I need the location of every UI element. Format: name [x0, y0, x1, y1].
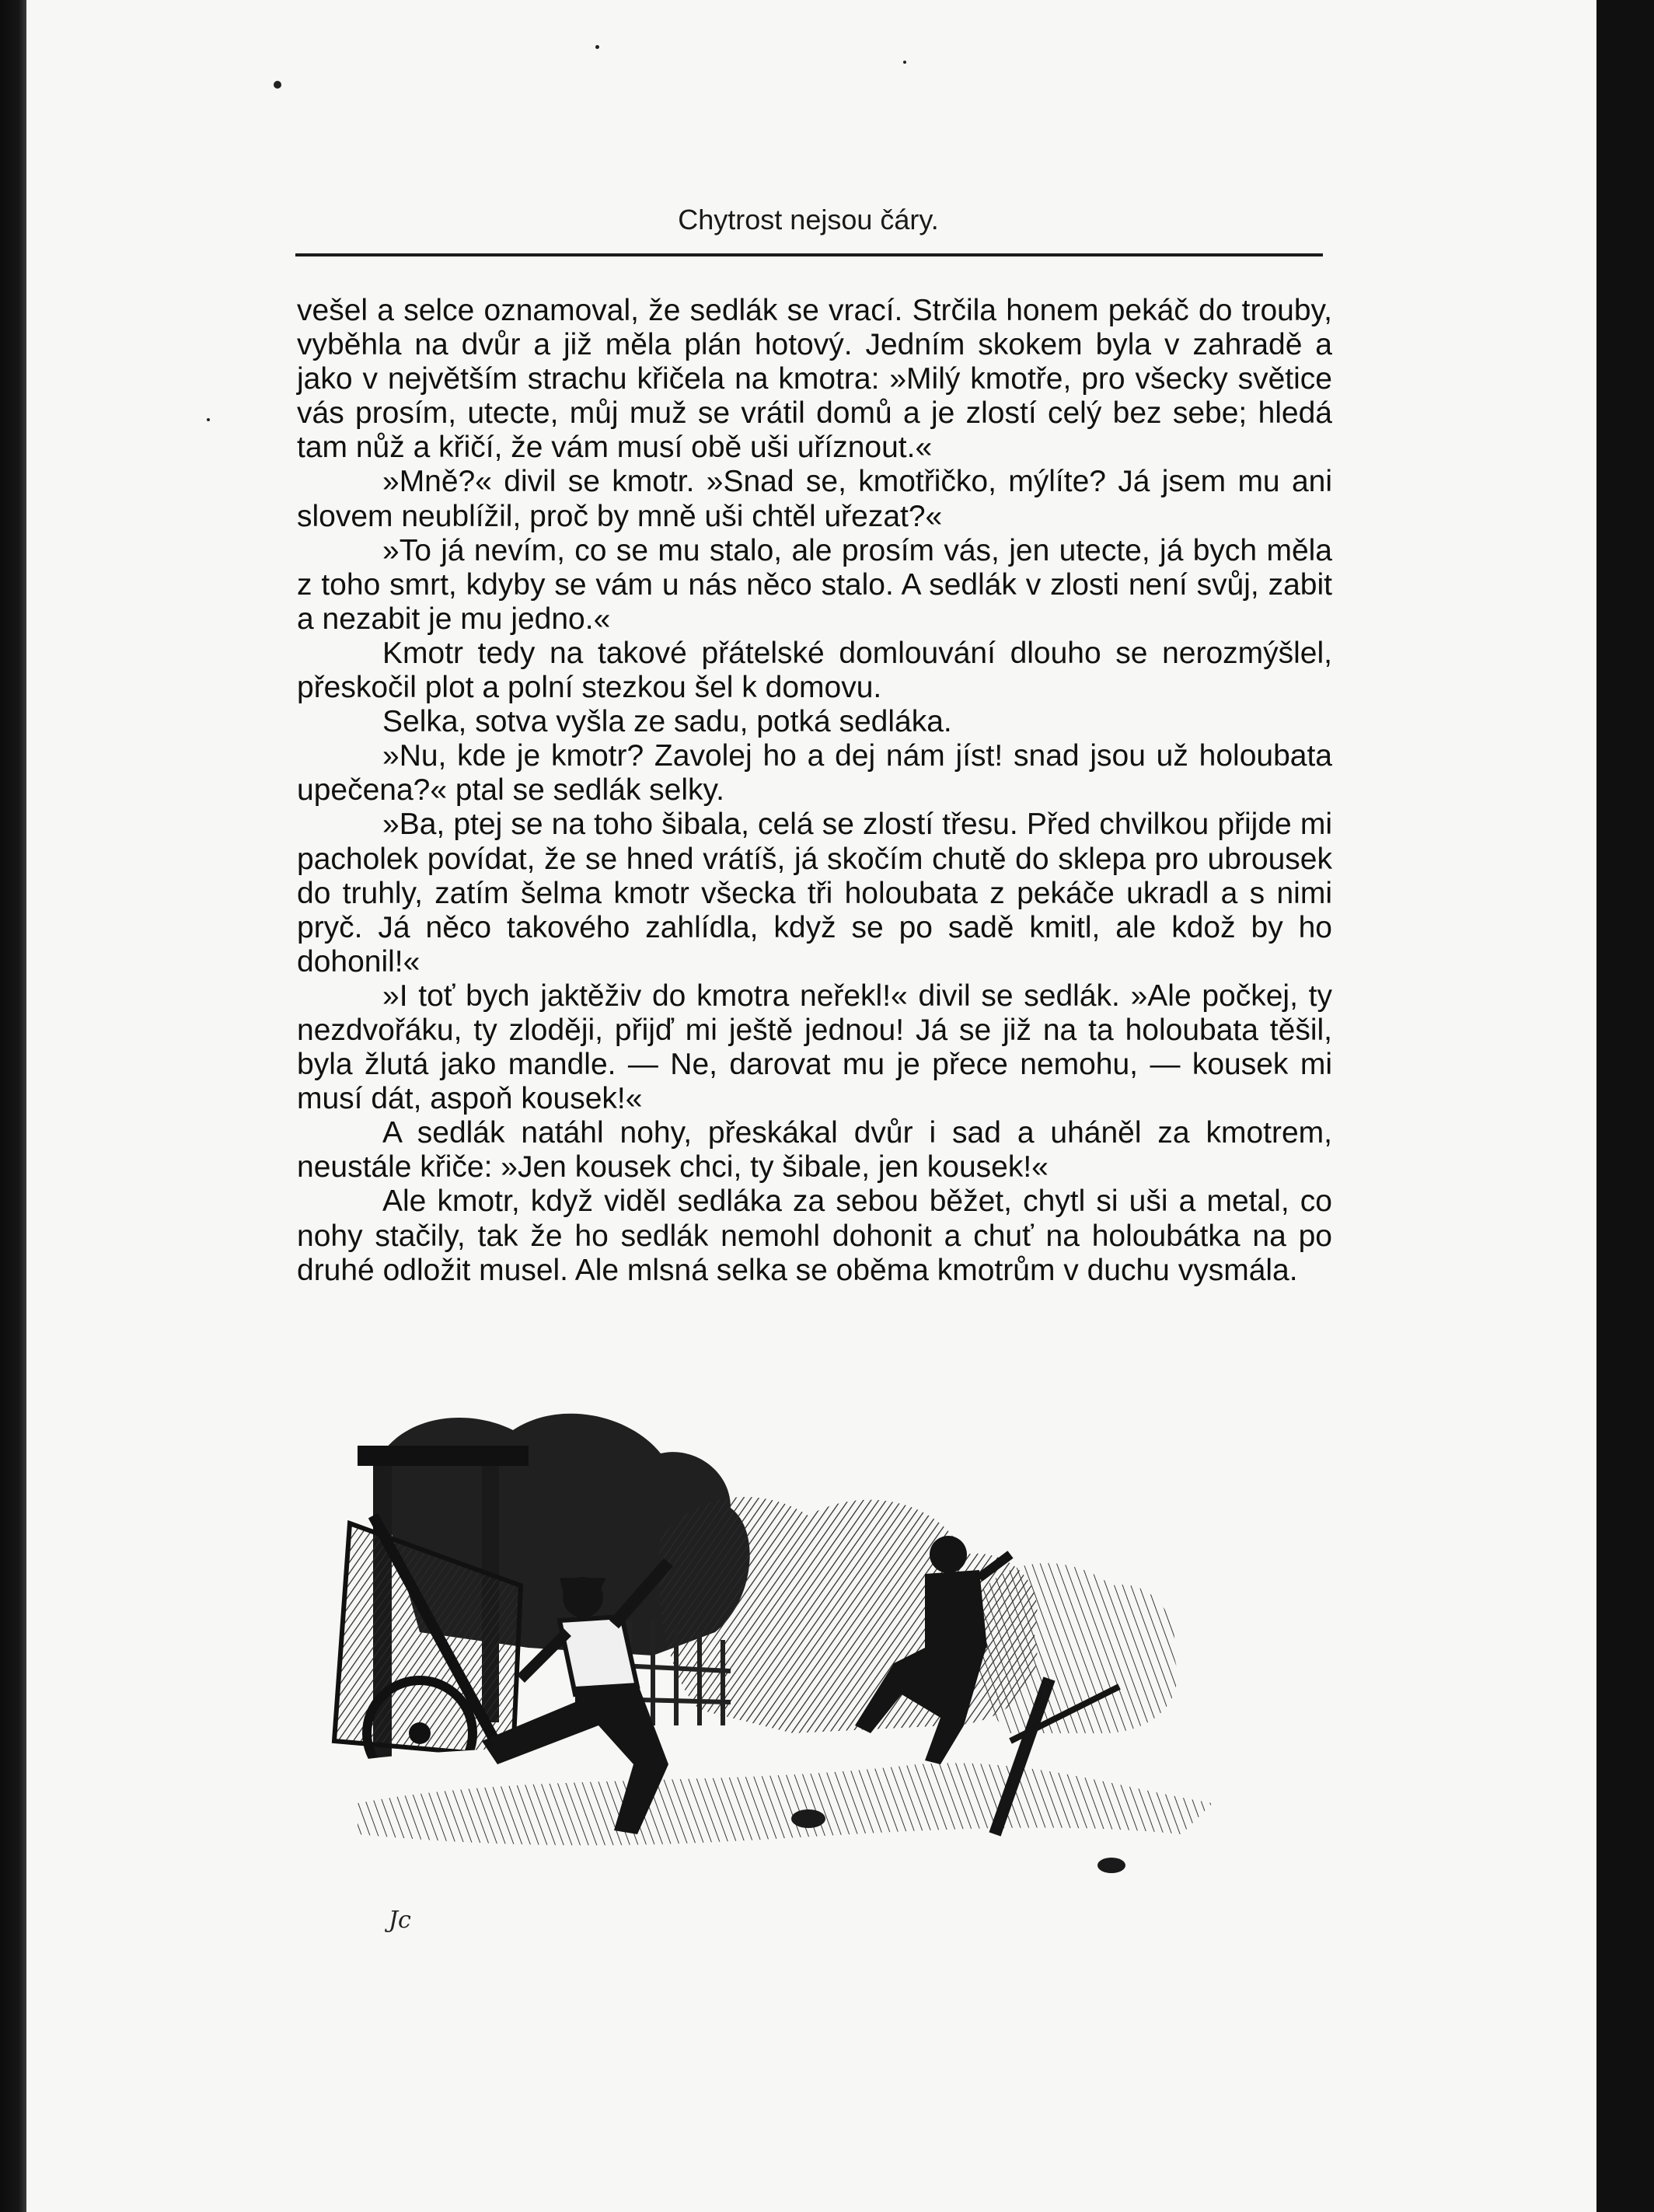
paragraph: »Mně?« divil se kmotr. »Snad se, kmotřičko, mýlíte? Já jsem mu ani slovem neublížil, proč by mně uši chtěl uřezat?« — [297, 465, 1332, 533]
paragraph: Kmotr tedy na takové přátelské domlouvání dlouho se nerozmýšlel, přeskočil plot a polní stezkou šel k domovu. — [297, 636, 1332, 705]
paragraph: Selka, sotva vyšla ze sadu, potká sedláka. — [382, 705, 952, 739]
paper-speck — [274, 81, 281, 89]
paragraph: »To já nevím, co se mu stalo, ale prosím vás, jen utecte, já bych měla z toho smrt, kdyby se vám u nás něco stalo. A sedlák v zlosti není svůj, zabit a nezabit je mu jedno.« — [297, 533, 1332, 636]
paragraph: A sedlák natáhl nohy, přeskákal dvůr i sad a uháněl za kmotrem, neustále křiče: »Jen kousek chci, ty šibale, jen kousek!« — [297, 1116, 1332, 1185]
engraving-svg — [326, 1399, 1290, 1959]
stone — [1097, 1858, 1125, 1873]
paragraph: Ale kmotr, když viděl sedláka za sebou běžet, chytl si uši a metal, co nohy stačily, tak že ho sedlák nemohl dohonit a chuť na holoubátka na po druhé odložit musel. Ale mlsná selka se oběma kmotrům v duchu vysmála. — [297, 1185, 1332, 1287]
shed-roof — [358, 1446, 529, 1466]
wagon-hub — [409, 1722, 431, 1744]
page-edge-shadow — [1596, 0, 1654, 2212]
stone — [791, 1809, 825, 1828]
paragraph: vešel a selce oznamoval, že sedlák se vrací. Strčila honem pekáč do trouby, vyběhla na dvůr a již měla plán hotový. Jedním skokem byla v zahradě a jako v největším strachu křičela na kmotra: »Milý kmotře, pro všecky světice vás prosím, utecte, můj muž se vrátil domů a je zlostí celý bez sebe; hledá tam nůž a křičí, že vám musí obě uši uříznout.« — [297, 294, 1332, 465]
paragraph: »I toť bych jaktěživ do kmotra neřekl!« divil se sedlák. »Ale počkej, ty nezdvořáku, ty zloději, přijď mi ještě jednou! Já se již na ta holoubata těšil, byla žlutá jako mandle. — Ne, darovat mu je přece nemohu, — kousek mi musí dát, aspoň kousek!« — [297, 979, 1332, 1116]
paper-speck — [207, 418, 210, 421]
story-text — [297, 294, 1332, 1288]
running-head: Chytrost nejsou čáry. — [678, 204, 939, 236]
header-rule — [295, 253, 1323, 256]
paper-speck — [903, 61, 906, 64]
book-gutter-shadow — [0, 0, 26, 2212]
paragraph: »Nu, kde je kmotr? Zavolej ho a dej nám jíst! snad jsou už holoubata upečena?« ptal se sedlák selky. — [297, 739, 1332, 808]
ground — [326, 1739, 1290, 1959]
paper-speck — [595, 45, 599, 49]
artist-signature: Jc — [389, 1907, 411, 1934]
paragraph: »Ba, ptej se na toho šibala, celá se zlostí třesu. Před chvilkou přijde mi pacholek povídat, že se hned vrátíš, já skočím chutě do sklepa pro ubrousek do truhly, zatím šelma kmotr všecka tři holoubata z pekáče ukradl a s nimi pryč. Já něco takového zahlídla, když se po sadě kmitl, ale kdož by ho dohonil!« — [297, 808, 1332, 979]
chase-illustration — [326, 1399, 1290, 1959]
